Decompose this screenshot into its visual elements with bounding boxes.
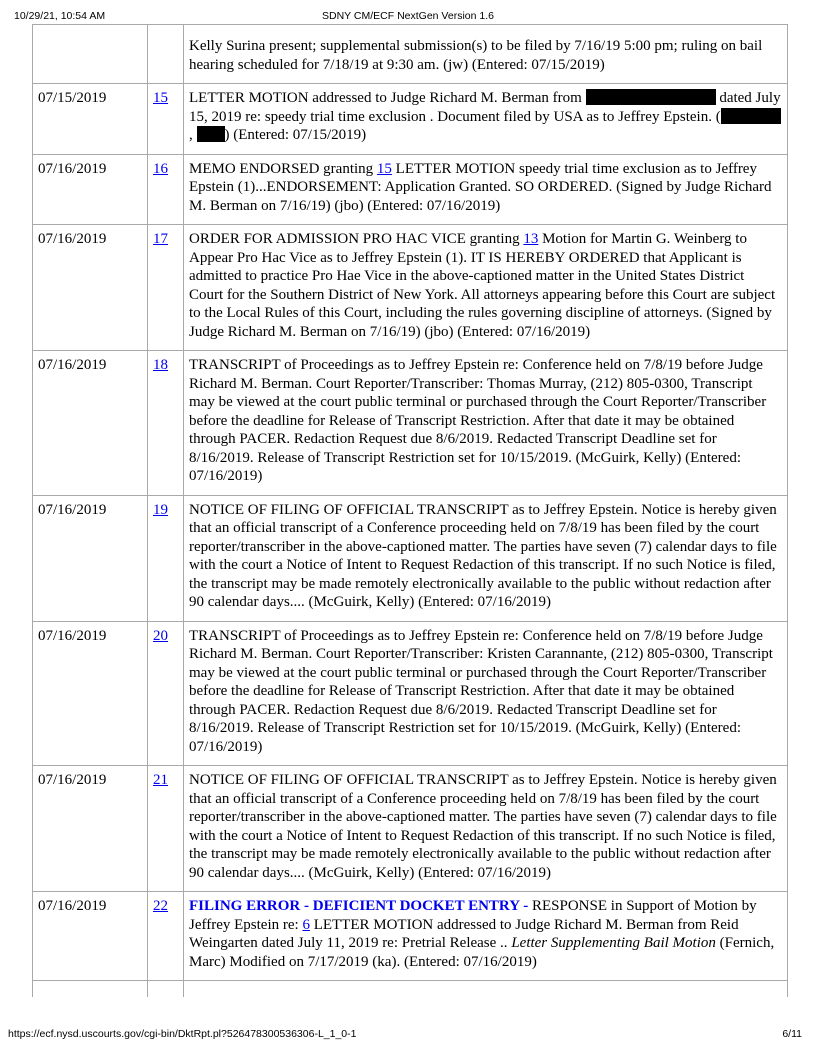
entry-date: 07/16/2019: [33, 225, 148, 351]
entry-date: 07/16/2019: [33, 766, 148, 892]
redaction-block: [721, 108, 781, 124]
docket-row: [33, 225, 788, 351]
entry-text: MEMO ENDORSED granting 15 LETTER MOTION speedy trial time exclusion as to Jeffrey Epstein (1)...ENDORSEMENT: Application Granted. SO ORDERED. (Signed by Judge Richard M. Berman on 7/16/19) (jbo) (Entered: 07/16/2019): [184, 154, 788, 225]
docket-ref-link[interactable]: 15: [376, 160, 392, 177]
entry-number-link[interactable]: 15: [153, 90, 168, 106]
docket-ref-link[interactable]: 13: [523, 231, 539, 247]
entry-date: 07/16/2019: [33, 351, 148, 496]
entry-number-link[interactable]: 21: [153, 772, 168, 788]
entry-number-link[interactable]: 20: [153, 627, 168, 644]
entry-date: 07/16/2019: [33, 495, 148, 621]
docket-row: [33, 84, 788, 155]
entry-date: [33, 25, 148, 84]
entry-text: Kelly Surina present; supplemental submission(s) to be filed by 7/16/19 5:00 pm; ruling on bail hearing scheduled for 7/18/19 at 9:30 am. (jw) (Entered: 07/15/2019): [184, 25, 788, 84]
attachment-description: Letter Supplementing Bail Motion: [511, 935, 716, 951]
docket-row: [33, 495, 788, 621]
entry-number-link[interactable]: 18: [153, 357, 168, 373]
entry-date: 07/16/2019: [33, 154, 148, 225]
docket-row: [33, 351, 788, 496]
docket-row: [33, 766, 788, 892]
docket-row: [33, 621, 788, 766]
filing-error-label: FILING ERROR - DEFICIENT DOCKET ENTRY -: [189, 898, 529, 914]
print-footer: [8, 1028, 802, 1040]
entry-text: TRANSCRIPT of Proceedings as to Jeffrey Epstein re: Conference held on 7/8/19 before Judge Richard M. Berman. Court Reporter/Transcriber: Kristen Carannante, (212) 805-0300, Transcript may be viewed at the court public terminal or purchased through the Court Reporter/Transcriber before the deadline for Release of Transcript Restriction. After that date it may be obtained through PACER. Redaction Request due 8/6/2019. Redacted Transcript Deadline set for 8/16/2019. Release of Transcript Restriction set for 10/15/2019. (McGuirk, Kelly) (Entered: 07/16/2019): [184, 621, 788, 766]
entry-text: NOTICE OF FILING OF OFFICIAL TRANSCRIPT as to Jeffrey Epstein. Notice is hereby given that an official transcript of a Conference proceeding held on 7/8/19 has been filed by the court reporter/transcriber in the above-captioned matter. The parties have seven (7) calendar days to file with the court a Notice of Intent to Request Redaction of this transcript. If no such Notice is filed, the transcript may be made remotely electronically available to the public without redaction after 90 calendar days.... (McGuirk, Kelly) (Entered: 07/16/2019): [184, 766, 788, 892]
docket-row: [33, 25, 788, 84]
entry-number-link[interactable]: 16: [153, 160, 168, 177]
entry-text: TRANSCRIPT of Proceedings as to Jeffrey Epstein re: Conference held on 7/8/19 before Judge Richard M. Berman. Court Reporter/Transcriber: Thomas Murray, (212) 805-0300, Transcript may be viewed at the court public terminal or purchased through the Court Reporter/Transcriber before the deadline for Release of Transcript Restriction. After that date it may be obtained through PACER. Redaction Request due 8/6/2019. Redacted Transcript Deadline set for 8/16/2019. Release of Transcript Restriction set for 10/15/2019. (McGuirk, Kelly) (Entered: 07/16/2019): [184, 351, 788, 496]
entry-text: ORDER FOR ADMISSION PRO HAC VICE granting 13 Motion for Martin G. Weinberg to Appear Pro Hac Vice as to Jeffrey Epstein (1). IT IS HEREBY ORDERED that Applicant is admitted to practice Pro Hae Vice in the above-captioned matter in the United States District Court for the Southern District of New York. All attorneys appearing before this Court are subject to the Local Rules of this Court, including the rules governing discipline of attorneys. (Signed by Judge Richard M. Berman on 7/16/19) (jbo) (Entered: 07/16/2019): [184, 225, 788, 351]
page-number: 6/11: [782, 1028, 802, 1040]
docket-ref-link[interactable]: 6: [302, 916, 310, 933]
redaction-block: [197, 126, 225, 142]
page-url: https://ecf.nysd.uscourts.gov/cgi-bin/DktRpt.pl?526478300536306-L_1_0-1: [8, 1028, 357, 1040]
entry-text: LETTER MOTION addressed to Judge Richard M. Berman from dated July 15, 2019 re: speedy trial time exclusion . Document filed by USA as to Jeffrey Epstein. (, ) (Entered: 07/15/2019): [184, 84, 788, 155]
docket-row-continued: [33, 981, 788, 998]
redaction-block: [586, 89, 716, 105]
entry-date: 07/15/2019: [33, 84, 148, 155]
entry-date: 07/16/2019: [33, 892, 148, 981]
page-title: SDNY CM/ECF NextGen Version 1.6: [322, 10, 494, 22]
entry-number-link[interactable]: 22: [153, 898, 168, 914]
entry-number-link[interactable]: 17: [153, 231, 168, 247]
print-datetime: 10/29/21, 10:54 AM: [14, 10, 106, 22]
docket-table: [32, 24, 788, 997]
docket-row: [33, 892, 788, 981]
docket-row: [33, 154, 788, 225]
entry-text: FILING ERROR - DEFICIENT DOCKET ENTRY - RESPONSE in Support of Motion by Jeffrey Epstein re: 6 LETTER MOTION addressed to Judge Richard M. Berman from Reid Weingarten dated July 11, 2019 re: Pretrial Release .. Letter Supplementing Bail Motion (Fernich, Marc) Modified on 7/17/2019 (ka). (Entered: 07/16/2019): [184, 892, 788, 981]
entry-number-link[interactable]: 19: [153, 501, 168, 518]
entry-text: NOTICE OF FILING OF OFFICIAL TRANSCRIPT as to Jeffrey Epstein. Notice is hereby given that an official transcript of a Conference proceeding held on 7/8/19 has been filed by the court reporter/transcriber in the above-captioned matter. The parties have seven (7) calendar days to file with the court a Notice of Intent to Request Redaction of this transcript. If no such Notice is filed, the transcript may be made remotely electronically available to the public without redaction after 90 calendar days.... (McGuirk, Kelly) (Entered: 07/16/2019): [184, 495, 788, 621]
entry-date: 07/16/2019: [33, 621, 148, 766]
entry-number: [148, 25, 184, 84]
